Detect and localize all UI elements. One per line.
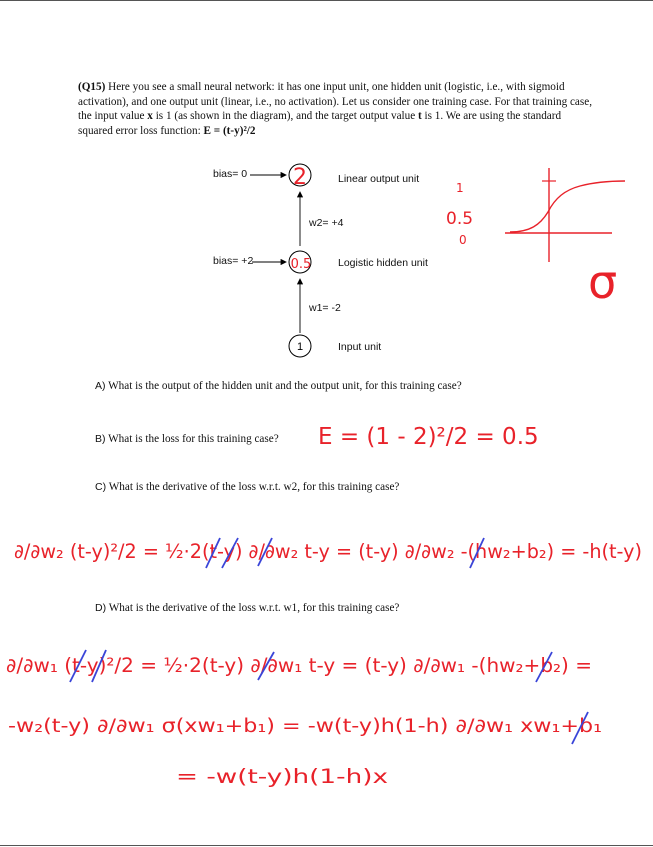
output-unit-label: Linear output unit — [338, 173, 420, 185]
question-b-text: What is the loss for this training case? — [108, 433, 279, 445]
handwritten-hidden-value: 0.5 — [290, 257, 312, 272]
question-c-letter: C) — [95, 481, 107, 493]
derivative-w2-work: ∂/∂w₂ (t-y)²/2 = ½·2(t-y) ∂/∂w₂ t-y = (t-y) ∂/∂w₂ -(hw₂+b₂) = -h(t-y) — [14, 540, 642, 563]
question-a-text: What is the output of the hidden unit and the output unit, for this training case? — [108, 380, 462, 392]
question-c-text: What is the derivative of the loss w.r.t. w2, for this training case? — [108, 481, 400, 493]
sigmoid-mid-label: 0.5 — [446, 209, 474, 229]
w2-label: w2= +4 — [309, 217, 344, 229]
sigmoid-top-label: 1 — [456, 181, 464, 195]
derivative-w1-work-line-1: ∂/∂w₁ (t-y)²/2 = ½·2(t-y) ∂/∂w₁ t-y = (t-y) ∂/∂w₁ -(hw₂+b₂) = — [6, 654, 592, 677]
sigmoid-bottom-label: 0 — [459, 233, 467, 247]
question-a-letter: A) — [95, 380, 106, 392]
derivative-w1-work-line-2: -w₂(t-y) ∂/∂w₁ σ(xw₁+b₁) = -w(t-y)h(1-h) ∂/∂w₁ xw₁+b₁ — [8, 716, 602, 737]
bias-hidden-label: bias= +2 — [213, 255, 254, 267]
question-text-1: Here you see a small neural network: it has one input unit, one hidden unit (logistic, i.e., with sigmoid activation), and one output unit (linear, i.e., no activation). Let us consider one training case. For that training case, the input value — [78, 81, 593, 123]
question-b-letter: B) — [95, 433, 106, 445]
question-d-letter: D) — [95, 602, 107, 614]
loss-formula: E = (t-y)²/2 — [203, 124, 256, 137]
bias-output-label: bias= 0 — [213, 168, 248, 180]
t-variable: t — [418, 110, 422, 123]
hidden-unit-label: Logistic hidden unit — [338, 257, 428, 269]
sigmoid-sketch — [505, 168, 625, 262]
w1-label: w1= -2 — [309, 302, 341, 314]
sigma-symbol: σ — [588, 255, 618, 309]
blue-cancel-marks — [70, 538, 588, 744]
derivative-w1-result: = -w(t-y)h(1-h)x — [176, 765, 388, 788]
question-d-text: What is the derivative of the loss w.r.t. w1, for this training case? — [108, 602, 400, 614]
x-variable: x — [147, 110, 153, 123]
question-label: (Q15) — [78, 81, 106, 93]
question-text-2: is 1 (as shown in the diagram), and the target output value — [152, 110, 419, 123]
input-value: 1 — [296, 341, 304, 353]
question-text-3: is 1. We are using the standard squared error loss function: — [78, 110, 562, 137]
loss-answer: E = (1 - 2)²/2 = 0.5 — [318, 424, 539, 450]
handwritten-output-value: 2 — [293, 165, 307, 190]
input-unit-label: Input unit — [338, 341, 382, 353]
